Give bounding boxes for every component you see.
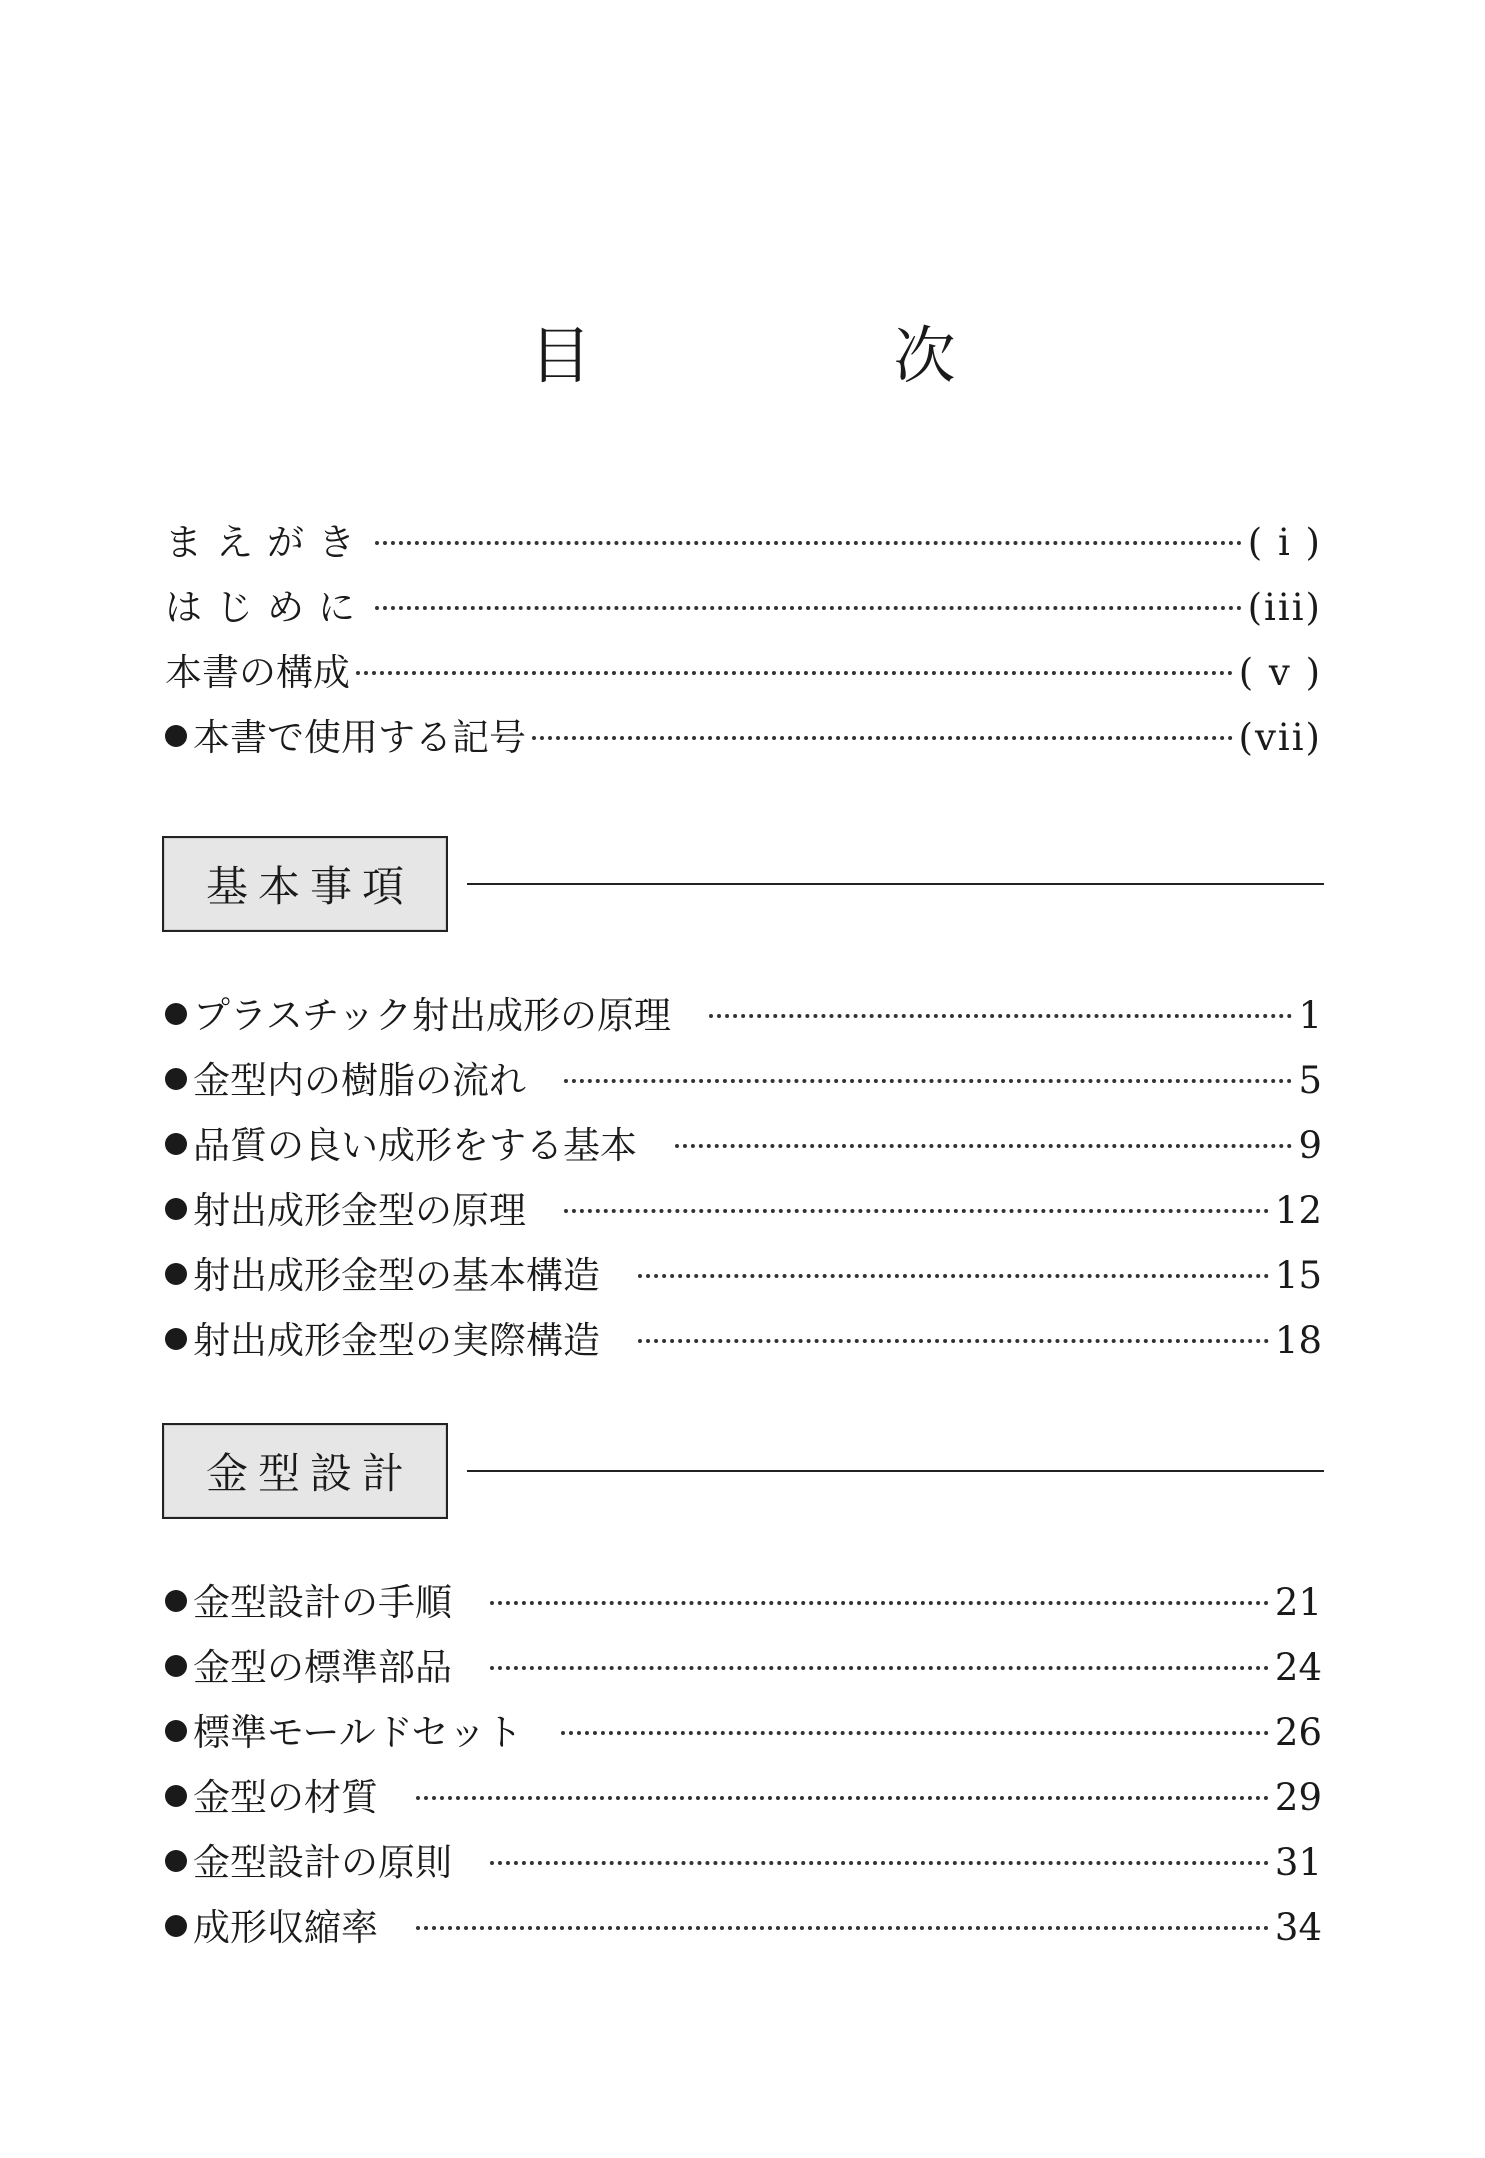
dot-leader <box>490 1601 1269 1605</box>
toc-entry-page: 34 <box>1274 1906 1322 1949</box>
dot-leader <box>375 541 1242 545</box>
bullet-icon <box>165 1590 187 1612</box>
toc-entry[interactable] <box>165 1635 1322 1700</box>
dot-leader <box>490 1666 1269 1670</box>
section-heading: 金型設計 <box>162 1423 448 1519</box>
toc-entry[interactable] <box>165 1178 1322 1243</box>
toc-entry-page: 9 <box>1298 1124 1322 1167</box>
toc-entry-label: まえがき <box>165 521 369 564</box>
bullet-icon <box>165 1003 187 1025</box>
toc-entry-page: (vii) <box>1238 716 1322 759</box>
bullet-icon <box>165 1133 187 1155</box>
toc-entry[interactable] <box>165 1895 1322 1960</box>
dot-leader <box>675 1144 1292 1148</box>
toc-entry-label: 品質の良い成形をする基本 <box>193 1124 637 1167</box>
section-entries <box>165 1570 1322 1960</box>
toc-entry[interactable] <box>165 1113 1322 1178</box>
front-matter-list <box>165 510 1322 770</box>
bullet-icon <box>165 1785 187 1807</box>
dot-leader <box>375 606 1242 610</box>
dot-leader <box>532 736 1233 740</box>
toc-entry-page: 31 <box>1274 1841 1322 1884</box>
toc-entry-page: ( i ) <box>1247 521 1322 564</box>
bullet-icon <box>165 1915 187 1937</box>
toc-entry-page: 26 <box>1274 1711 1322 1754</box>
toc-entry-label: 射出成形金型の基本構造 <box>193 1254 600 1297</box>
toc-entry-label: 本書で使用する記号 <box>193 716 526 759</box>
dot-leader <box>564 1209 1269 1213</box>
bullet-icon <box>165 1198 187 1220</box>
toc-entry[interactable] <box>165 705 1322 770</box>
section-rule <box>467 1470 1324 1472</box>
toc-entry[interactable] <box>165 1830 1322 1895</box>
toc-entry-label: 射出成形金型の実際構造 <box>193 1319 600 1362</box>
toc-entry[interactable] <box>165 1700 1322 1765</box>
bullet-icon <box>165 1263 187 1285</box>
toc-entry[interactable] <box>165 575 1322 640</box>
toc-entry-label: プラスチック射出成形の原理 <box>193 994 672 1037</box>
toc-entry-label: 金型設計の原則 <box>193 1841 452 1884</box>
toc-entry[interactable] <box>165 1308 1322 1373</box>
toc-entry[interactable] <box>165 640 1322 705</box>
toc-entry-page: 15 <box>1274 1254 1322 1297</box>
dot-leader <box>490 1861 1269 1865</box>
dot-leader <box>709 1014 1292 1018</box>
bullet-icon <box>165 1328 187 1350</box>
page-title: 目 次 <box>529 319 1076 392</box>
toc-entry-page: 12 <box>1274 1189 1322 1232</box>
toc-entry-page: 24 <box>1274 1646 1322 1689</box>
toc-entry-label: 金型内の樹脂の流れ <box>193 1059 526 1102</box>
section-entries <box>165 983 1322 1373</box>
section-heading: 基本事項 <box>162 836 448 932</box>
toc-entry-label: 射出成形金型の原理 <box>193 1189 526 1232</box>
toc-entry-page: (iii) <box>1247 586 1322 629</box>
toc-entry-label: 成形収縮率 <box>193 1906 378 1949</box>
toc-entry-page: 5 <box>1298 1059 1322 1102</box>
toc-entry[interactable] <box>165 510 1322 575</box>
bullet-icon <box>165 1720 187 1742</box>
dot-leader <box>564 1079 1292 1083</box>
dot-leader <box>356 671 1233 675</box>
toc-entry-label: 標準モールドセット <box>193 1711 523 1754</box>
toc-entry-label: 金型の材質 <box>193 1776 378 1819</box>
toc-entry-page: 29 <box>1274 1776 1322 1819</box>
bullet-icon <box>165 725 187 747</box>
toc-entry-label: 金型設計の手順 <box>193 1581 452 1624</box>
toc-entry-page: 18 <box>1274 1319 1322 1362</box>
toc-entry-label: はじめに <box>165 586 369 629</box>
toc-entry-page: ( v ) <box>1238 651 1322 694</box>
dot-leader <box>561 1731 1269 1735</box>
toc-entry[interactable] <box>165 1048 1322 1113</box>
toc-entry[interactable] <box>165 983 1322 1048</box>
bullet-icon <box>165 1850 187 1872</box>
toc-entry-page: 21 <box>1274 1581 1322 1624</box>
section-header <box>162 836 1324 932</box>
toc-entry-label: 金型の標準部品 <box>193 1646 452 1689</box>
bullet-icon <box>165 1655 187 1677</box>
toc-entry[interactable] <box>165 1570 1322 1635</box>
toc-entry[interactable] <box>165 1765 1322 1830</box>
dot-leader <box>638 1274 1269 1278</box>
toc-entry-page: 1 <box>1298 994 1322 1037</box>
bullet-icon <box>165 1068 187 1090</box>
section-rule <box>467 883 1324 885</box>
toc-entry-label: 本書の構成 <box>165 651 350 694</box>
toc-entry[interactable] <box>165 1243 1322 1308</box>
section-header <box>162 1423 1324 1519</box>
dot-leader <box>416 1796 1269 1800</box>
dot-leader <box>638 1339 1269 1343</box>
dot-leader <box>416 1926 1269 1930</box>
